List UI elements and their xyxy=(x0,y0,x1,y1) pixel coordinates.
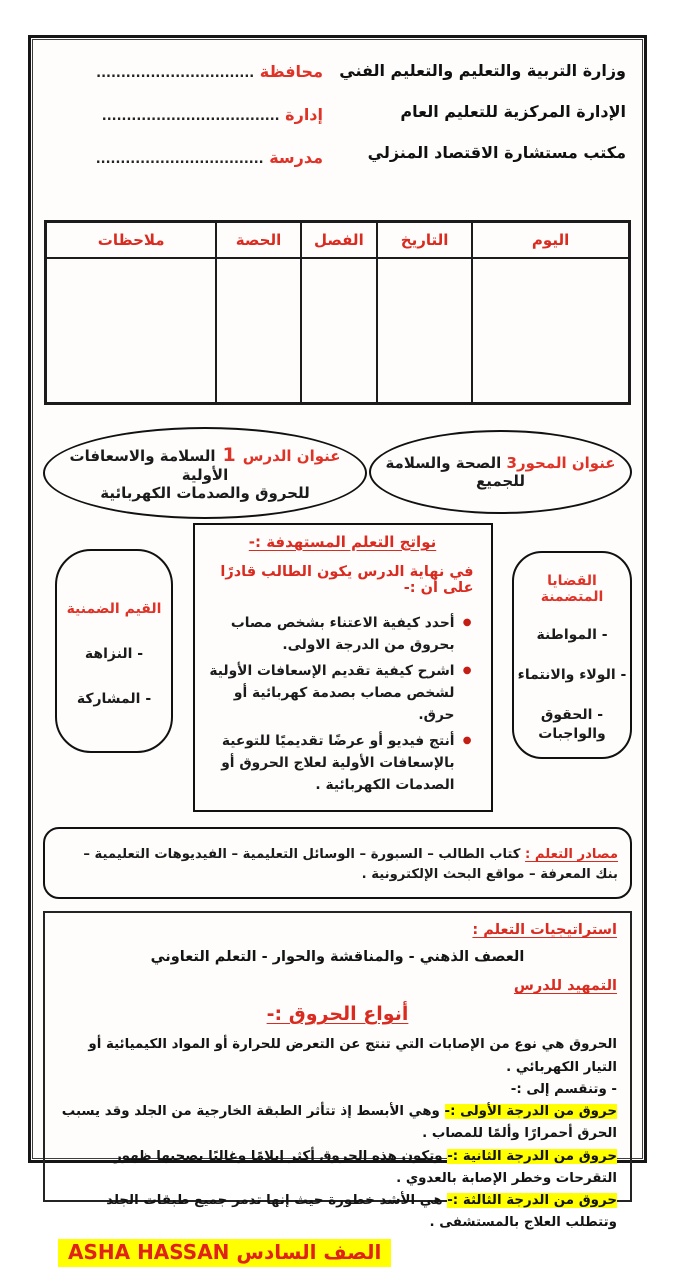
document-page xyxy=(28,35,647,1264)
implicit-values-box xyxy=(55,549,173,753)
issue-item-citizenship: - المواطنة xyxy=(536,627,608,643)
resources-text: كتاب الطالب – السبورة – الوسائل التعليمية – الفيديوهات التعليمية – بنك المعرفة – مواقع البحث الإلكترونية . xyxy=(83,846,618,882)
col-header-period: الحصة xyxy=(216,222,300,259)
col-header-class: الفصل xyxy=(301,222,377,259)
administration-field xyxy=(45,94,323,137)
strategies-label: استراتيجيات التعلم : xyxy=(472,922,617,939)
page-header xyxy=(41,48,634,180)
governorate-label: محافظة xyxy=(259,62,323,81)
lesson-number: 1 xyxy=(222,444,236,466)
school-info-fields xyxy=(45,50,323,180)
learning-resources-bar xyxy=(43,827,632,900)
governorate-blank-line: ................................ xyxy=(96,66,255,81)
school-blank-line: .................................. xyxy=(95,152,264,167)
burns-paragraph xyxy=(58,1034,617,1234)
burns-divide-line: - وتنقسم إلى :- xyxy=(510,1081,617,1097)
burn-degree-2-line xyxy=(58,1146,617,1191)
titles-row xyxy=(43,427,632,519)
ministry-line-1: وزارة التربية والتعليم والتعليم الفني xyxy=(339,61,626,80)
axis-title-label: عنوان المحور3 xyxy=(506,454,616,472)
administration-blank-line: .................................... xyxy=(101,109,280,124)
resources-label: مصادر التعلم : xyxy=(525,846,618,862)
outcomes-heading: نواتج التعلم المستهدفة :- xyxy=(248,533,437,551)
burn-degree-3-label: حروق من الدرجة الثالثة :- xyxy=(447,1193,617,1209)
middle-band xyxy=(43,523,632,812)
empty-cell-class xyxy=(301,258,377,404)
schedule-empty-row xyxy=(46,258,630,404)
col-header-day: اليوم xyxy=(472,222,629,259)
empty-cell-notes xyxy=(46,258,217,404)
value-item-participation: - المشاركة xyxy=(76,691,152,707)
schedule-header-row xyxy=(46,222,630,259)
outcome-item-2: ● اشرح كيفية تقديم الإسعافات الأولية لشخص مصاب بصدمة كهربائية أو حرق. xyxy=(208,660,472,727)
axis-title-line xyxy=(385,454,616,490)
administration-label: إدارة xyxy=(285,105,323,124)
ministry-line-3: مكتب مستشارة الاقتصاد المنزلي xyxy=(367,143,626,162)
included-issues-box xyxy=(512,551,632,759)
outcomes-list xyxy=(208,612,472,797)
learning-outcomes-box xyxy=(193,523,493,812)
page-inner-border xyxy=(32,39,643,1264)
governorate-field xyxy=(45,51,323,94)
burn-types-heading: أنواع الحروق :- xyxy=(266,1003,409,1026)
value-item-integrity: - النزاهة xyxy=(84,646,144,662)
empty-cell-period xyxy=(216,258,300,404)
grade-author-badge xyxy=(58,1239,391,1267)
lesson-title-oval xyxy=(43,427,367,519)
grade-label: الصف السادس xyxy=(236,1239,382,1264)
strategies-text: العصف الذهني - والمناقشة والحوار - التعلم التعاوني xyxy=(150,949,525,966)
col-header-notes: ملاحظات xyxy=(46,222,217,259)
burn-degree-1-line xyxy=(58,1101,617,1146)
outcome-item-1: ● أحدد كيفية الاعتناء بشخص مصاب بحروق من الدرجة الاولى. xyxy=(208,612,472,657)
schedule-table xyxy=(44,220,631,405)
lesson-intro-label: التمهيد للدرس xyxy=(513,978,617,995)
values-heading: القيم الضمنية xyxy=(66,601,162,617)
footer-badge-row xyxy=(58,1239,617,1267)
lesson-title-text-1: السلامة والاسعافات الأولية xyxy=(69,447,229,484)
outcome-item-3: ● أنتج فيديو أو عرضًا تقديميًا للتوعية بالإسعافات الأولية لعلاج الحروق أو الصدمات الكهربائية . xyxy=(208,730,472,797)
school-label: مدرسة xyxy=(269,148,323,167)
burn-degree-3-text: هي الأشد خطورة حيث إنها تدمر جميع طبقات الجلد وتتطلب العلاج بالمستشفى . xyxy=(106,1193,617,1231)
school-field xyxy=(45,137,323,180)
issue-item-loyalty: - الولاء والانتماء xyxy=(517,666,627,683)
burns-definition-line: الحروق هي نوع من الإصابات التي تنتج عن التعرض للحرارة أو المواد الكيميائية أو التيار الكهربائي . xyxy=(88,1037,617,1075)
ministry-line-2: الإدارة المركزية للتعليم العام xyxy=(400,102,626,121)
issue-item-rights: - الحقوق والواجبات xyxy=(538,706,606,742)
lesson-title-line-2: للحروق والصدمات الكهربائية xyxy=(100,484,310,502)
lesson-title-line-1 xyxy=(57,444,353,484)
outcomes-intro: في نهاية الدرس يكون الطالب قادرًا على أن :- xyxy=(220,564,474,596)
burn-degree-1-label: حروق من الدرجة الأولى :- xyxy=(444,1104,617,1120)
burn-degree-2-label: حروق من الدرجة الثانية :- xyxy=(447,1148,617,1164)
issues-heading: القضايا المتضمنة xyxy=(540,573,604,605)
burn-degree-2-text: وتكون هذه الحروق أكثر إيلامًا وغالبًا يصحبها ظهور التقرحات وخطر الإصابة بالعدوي . xyxy=(114,1148,617,1186)
author-name: ASHA HASSAN xyxy=(68,1239,230,1264)
lesson-body-box xyxy=(43,911,632,1264)
burn-degree-3-line xyxy=(58,1190,617,1235)
col-header-date: التاريخ xyxy=(377,222,472,259)
empty-cell-date xyxy=(377,258,472,404)
empty-cell-day xyxy=(472,258,629,404)
lesson-title-label: عنوان الدرس xyxy=(242,447,341,465)
axis-title-oval xyxy=(369,430,632,514)
axis-title-text: الصحة والسلامة للجميع xyxy=(385,454,525,490)
ministry-header-block xyxy=(339,50,626,180)
burn-degree-1-text: وهي الأبسط إذ تتأثر الطبقة الخارجية من الجلد وقد يسبب الحرق أحمرارًا وألمًا للمصاب . xyxy=(61,1104,617,1142)
